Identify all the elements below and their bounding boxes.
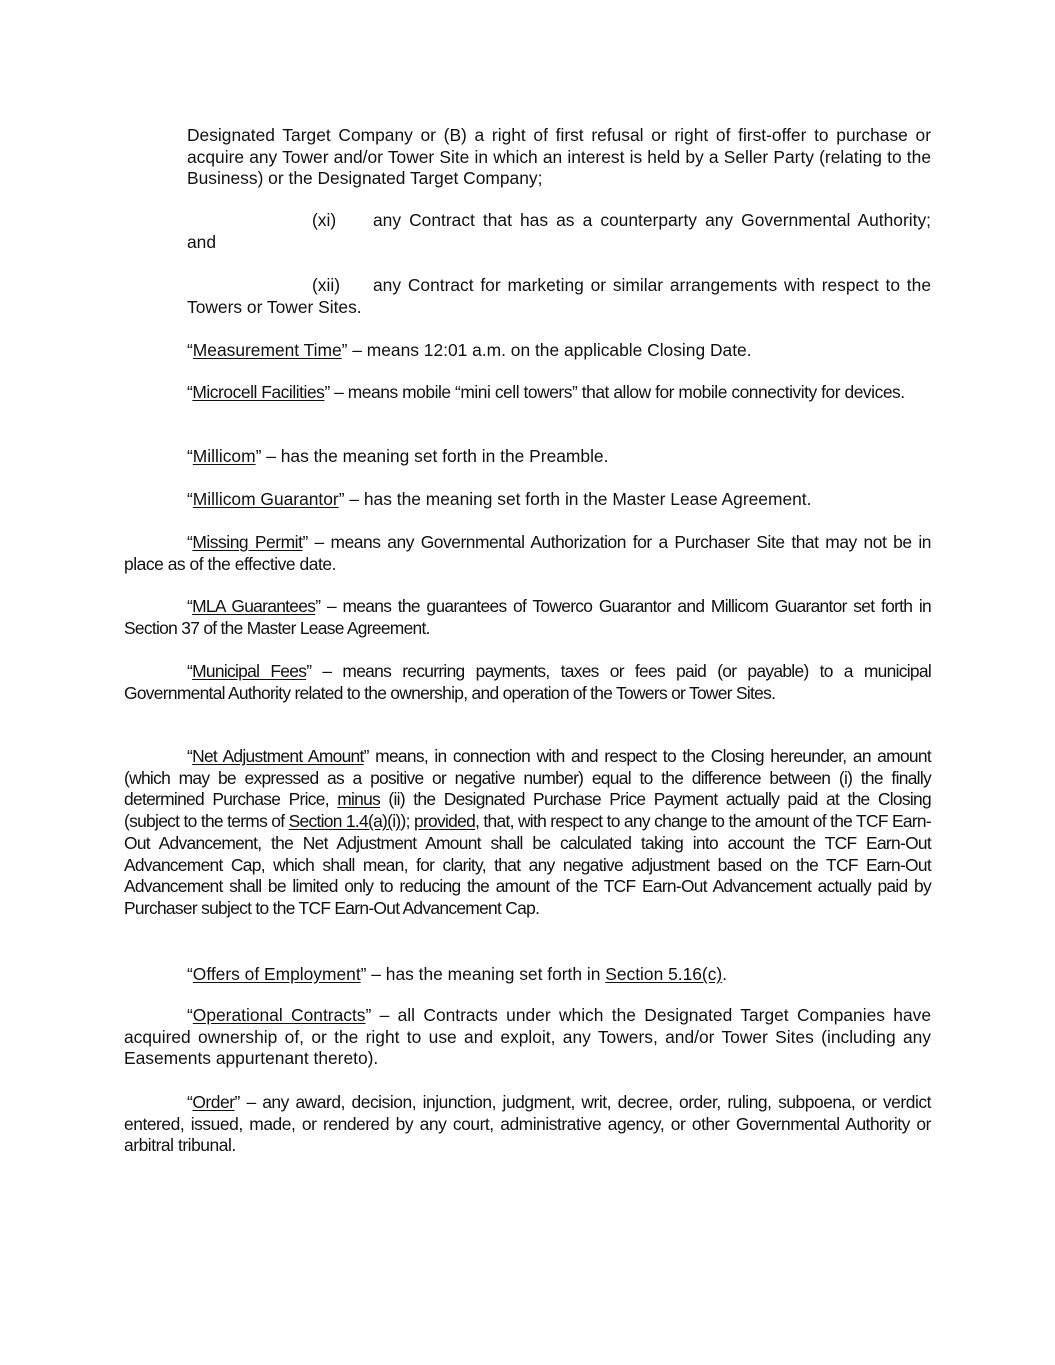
definition-operational-contracts — [124, 1005, 931, 1070]
paragraph-designated-target: Designated Target Company or (B) a right of first refusal or right of first-offer to purchase or acquire any Tower and/or Tower Site in which an interest is held by a Seller Party (relating to the Business) or the Designated Target Company; — [187, 125, 931, 189]
definition-body: ” – means 12:01 a.m. on the applicable Closing Date. — [341, 340, 752, 360]
minus-term: minus — [337, 789, 381, 810]
open-quote: “ — [187, 596, 193, 616]
defined-term: Missing Permit — [192, 532, 303, 552]
definition-millicom-guarantor — [124, 489, 931, 511]
definition-mla-guarantees — [124, 596, 931, 639]
defined-term: Order — [192, 1092, 235, 1112]
definition-body: ); — [400, 811, 414, 832]
definition-body: ” – has the meaning set forth in the Preamble. — [255, 446, 609, 466]
open-quote: “ — [187, 746, 193, 766]
definition-millicom — [124, 446, 931, 468]
defined-term: Microcell Facilities — [192, 382, 325, 402]
list-item-xi — [187, 210, 931, 253]
definition-body: (ii) the Designated Purchase Price Payment actually paid at the Closing (subject to the terms of — [124, 789, 931, 832]
definition-body: ” – any award, decision, injunction, judgment, writ, decree, order, ruling, subpoena, or verdict entered, issued, made, or rendered by any court, administrative agency, or other Governmental Authority or arbitral tribunal. — [124, 1092, 931, 1156]
defined-term: Millicom — [192, 446, 256, 466]
defined-term: Municipal Fees — [192, 661, 307, 681]
definition-body: ” means, in connection with and respect to the Closing hereunder, an amount (which may be expressed as a positive or negative number) equal to the difference between (i) the finally determined Purchase Price, — [124, 746, 931, 810]
list-item-xii-text: any Contract for marketing or similar arrangements with respect to the Towers or Tower Sites. — [187, 275, 931, 317]
list-item-xii-number: (xii) — [312, 275, 341, 295]
defined-term: Net Adjustment Amount — [192, 746, 364, 766]
definition-tail: . — [722, 964, 728, 984]
open-quote: “ — [187, 661, 193, 681]
open-quote: “ — [187, 1092, 193, 1112]
defined-term: Measurement Time — [192, 340, 342, 360]
definition-body: ” – means recurring payments, taxes or fees paid (or payable) to a municipal Governmental Authority related to the ownership, and operation of the Towers or Tower Sites. — [124, 661, 932, 703]
list-item-xi-text: any Contract that has as a counterparty any Governmental Authority; and — [187, 210, 931, 252]
defined-term: Millicom Guarantor — [192, 489, 339, 509]
definition-missing-permit — [124, 532, 931, 575]
open-quote: “ — [187, 532, 193, 552]
defined-term: MLA Guarantees — [192, 596, 316, 616]
list-item-xii — [187, 275, 931, 318]
definition-body: ” – means mobile “mini cell towers” that allow for mobile connectivity for devices. — [324, 382, 905, 402]
definition-body: ” – all Contracts under which the Designated Target Companies have acquired ownership of, or the right to use and exploit, any Towers, and/or Tower Sites (including any Easements appurtenant thereto). — [124, 1005, 931, 1069]
open-quote: “ — [187, 964, 193, 984]
definition-microcell-facilities — [124, 382, 931, 404]
open-quote: “ — [187, 340, 193, 360]
provided-term: provided — [413, 811, 476, 832]
open-quote: “ — [187, 489, 193, 509]
list-item-xi-number: (xi) — [312, 210, 337, 230]
open-quote: “ — [187, 446, 193, 466]
section-reference: Section 5.16(c) — [605, 964, 723, 984]
definition-offers-of-employment — [124, 964, 931, 986]
section-reference: Section 1.4(a)(i) — [288, 811, 401, 832]
definition-body: ” – means the guarantees of Towerco Guarantor and Millicom Guarantor set forth in Section 37 of the Master Lease Agreement. — [124, 596, 931, 638]
defined-term: Offers of Employment — [192, 964, 361, 984]
open-quote: “ — [187, 1005, 193, 1025]
definition-body: ” – has the meaning set forth in — [360, 964, 606, 984]
definition-order — [124, 1092, 931, 1157]
definition-net-adjustment-amount — [124, 746, 931, 920]
definition-municipal-fees — [124, 661, 931, 704]
definition-body: ” – has the meaning set forth in the Master Lease Agreement. — [338, 489, 812, 509]
defined-term: Operational Contracts — [192, 1005, 366, 1025]
open-quote: “ — [187, 382, 193, 402]
definition-body: ” – means any Governmental Authorization for a Purchaser Site that may not be in place as of the effective date. — [124, 532, 931, 574]
definition-measurement-time — [124, 340, 931, 362]
definition-body: , that, with respect to any change to the amount of the TCF Earn-Out Advancement, the Net Adjustment Amount shall be calculated taking into account the TCF Earn-Out Advancement Cap, which shall mean, for clarity, that any negative adjustment based on the TCF Earn-Out Advancement shall be limited only to reducing the amount of the TCF Earn-Out Advancement actually paid by Purchaser subject to the TCF Earn-Out Advancement Cap. — [124, 811, 931, 918]
